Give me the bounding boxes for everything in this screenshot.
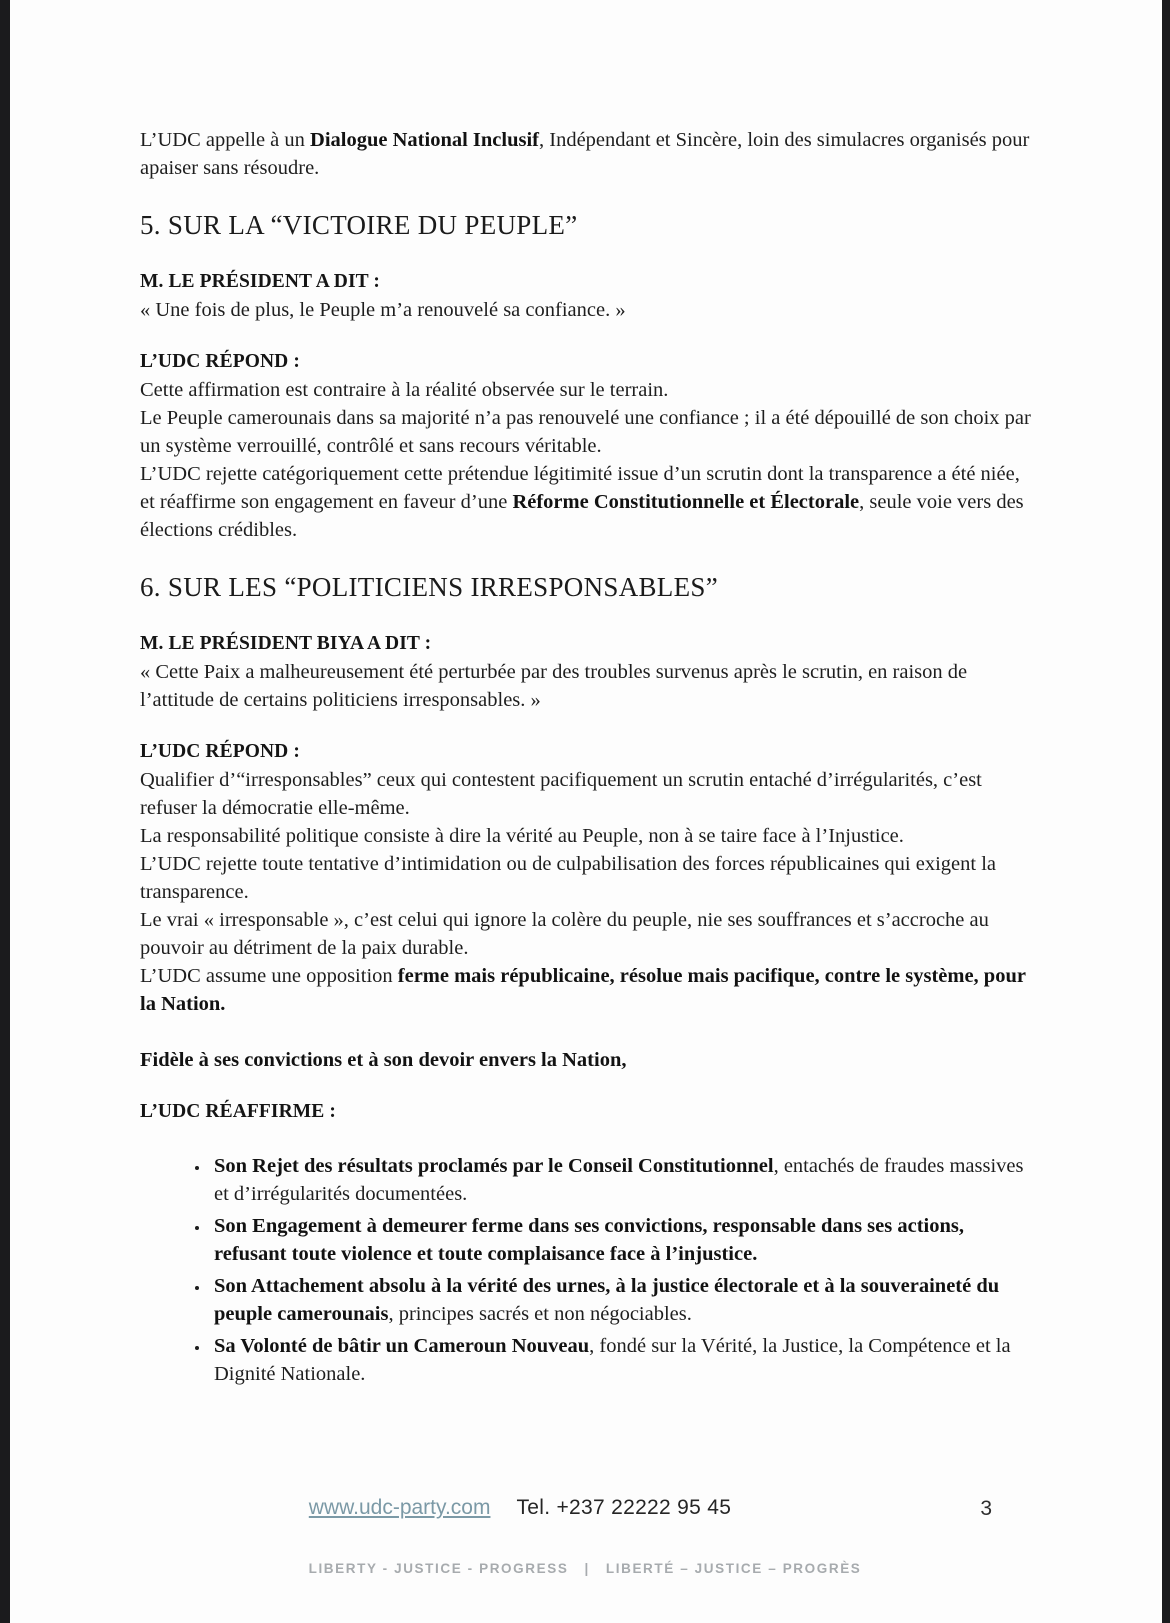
body-paragraph: L’UDC assume une opposition ferme mais républicaine, résolue mais pacifique, contre le système, pour la Nation. [140,965,1026,1015]
left-edge-bar [0,0,10,1623]
body-paragraph: Le vrai « irresponsable », c’est celui qui ignore la colère du peuple, nie ses souffrances et s’accroche au pouvoir au détriment de la paix durable. [140,909,989,959]
list-item: • Son Attachement absolu à la vérité des urnes, à la justice électorale et à la souveraineté du peuple camerounais, principes sacrés et non négociables. [210,1272,1037,1328]
speaker-label: M. LE PRÉSIDENT A DIT : [140,271,380,292]
speaker-label: M. LE PRÉSIDENT BIYA A DIT : [140,633,432,654]
affirmations-list [140,1152,1037,1388]
phone-number: Tel. +237 22222 95 45 [516,1496,732,1519]
body-paragraph: L’UDC rejette toute tentative d’intimidation ou de culpabilisation des forces républicaines qui exigent la transparence. [140,853,997,903]
body-paragraph: « Une fois de plus, le Peuple m’a renouvelé sa confiance. » [140,299,626,321]
body-paragraph: Cette affirmation est contraire à la réalité observée sur le terrain. [140,379,669,401]
page-number: 3 [980,1497,992,1520]
section-heading: 6. SUR LES “POLITICIENS IRRESPONSABLES” [140,572,718,602]
list-item: • Son Engagement à demeurer ferme dans ses convictions, responsable dans ses actions, refusant toute violence et toute complaisance face à l’injustice. [210,1212,1037,1268]
right-edge-bar [1162,0,1170,1623]
party-motto: LIBERTY - JUSTICE - PROGRESS | LIBERTÉ – JUSTICE – PROGRÈS [308,1561,862,1576]
list-item: • Son Rejet des résultats proclamés par le Conseil Constitutionnel, entachés de fraudes massives et d’irrégularités documentées. [210,1152,1037,1208]
list-item: • Sa Volonté de bâtir un Cameroun Nouveau, fondé sur la Vérité, la Justice, la Compétence et la Dignité Nationale. [210,1332,1037,1388]
body-paragraph: L’UDC rejette catégoriquement cette prétendue légitimité issue d’un scrutin dont la transparence a été niée, et réaffirme son engagement en faveur d’une Réforme Constitutionnelle et Électorale, seule voie vers des élections crédibles. [140,463,1024,541]
body-paragraph: Le Peuple camerounais dans sa majorité n’a pas renouvelé une confiance ; il a été dépouillé de son choix par un système verrouillé, contrôlé et sans recours véritable. [140,407,1031,457]
speaker-label: L’UDC RÉAFFIRME : [140,1101,336,1122]
page-footer [140,1496,900,1520]
document-content [140,126,1037,1392]
body-paragraph: Fidèle à ses convictions et à son devoir envers la Nation, [140,1049,627,1071]
speaker-label: L’UDC RÉPOND : [140,741,300,762]
speaker-label: L’UDC RÉPOND : [140,351,300,372]
website-link[interactable]: www.udc-party.com [308,1496,491,1519]
body-paragraph: La responsabilité politique consiste à dire la vérité au Peuple, non à se taire face à l’Injustice. [140,825,904,847]
body-paragraph: L’UDC appelle à un Dialogue National Inclusif, Indépendant et Sincère, loin des simulacres organisés pour apaiser sans résoudre. [140,129,1030,179]
section-heading: 5. SUR LA “VICTOIRE DU PEUPLE” [140,210,578,240]
body-paragraph: « Cette Paix a malheureusement été perturbée par des troubles survenus après le scrutin, en raison de l’attitude de certains politiciens irresponsables. » [140,661,968,711]
body-paragraph: Qualifier d’“irresponsables” ceux qui contestent pacifiquement un scrutin entaché d’irrégularités, c’est refuser la démocratie elle-même. [140,769,982,819]
